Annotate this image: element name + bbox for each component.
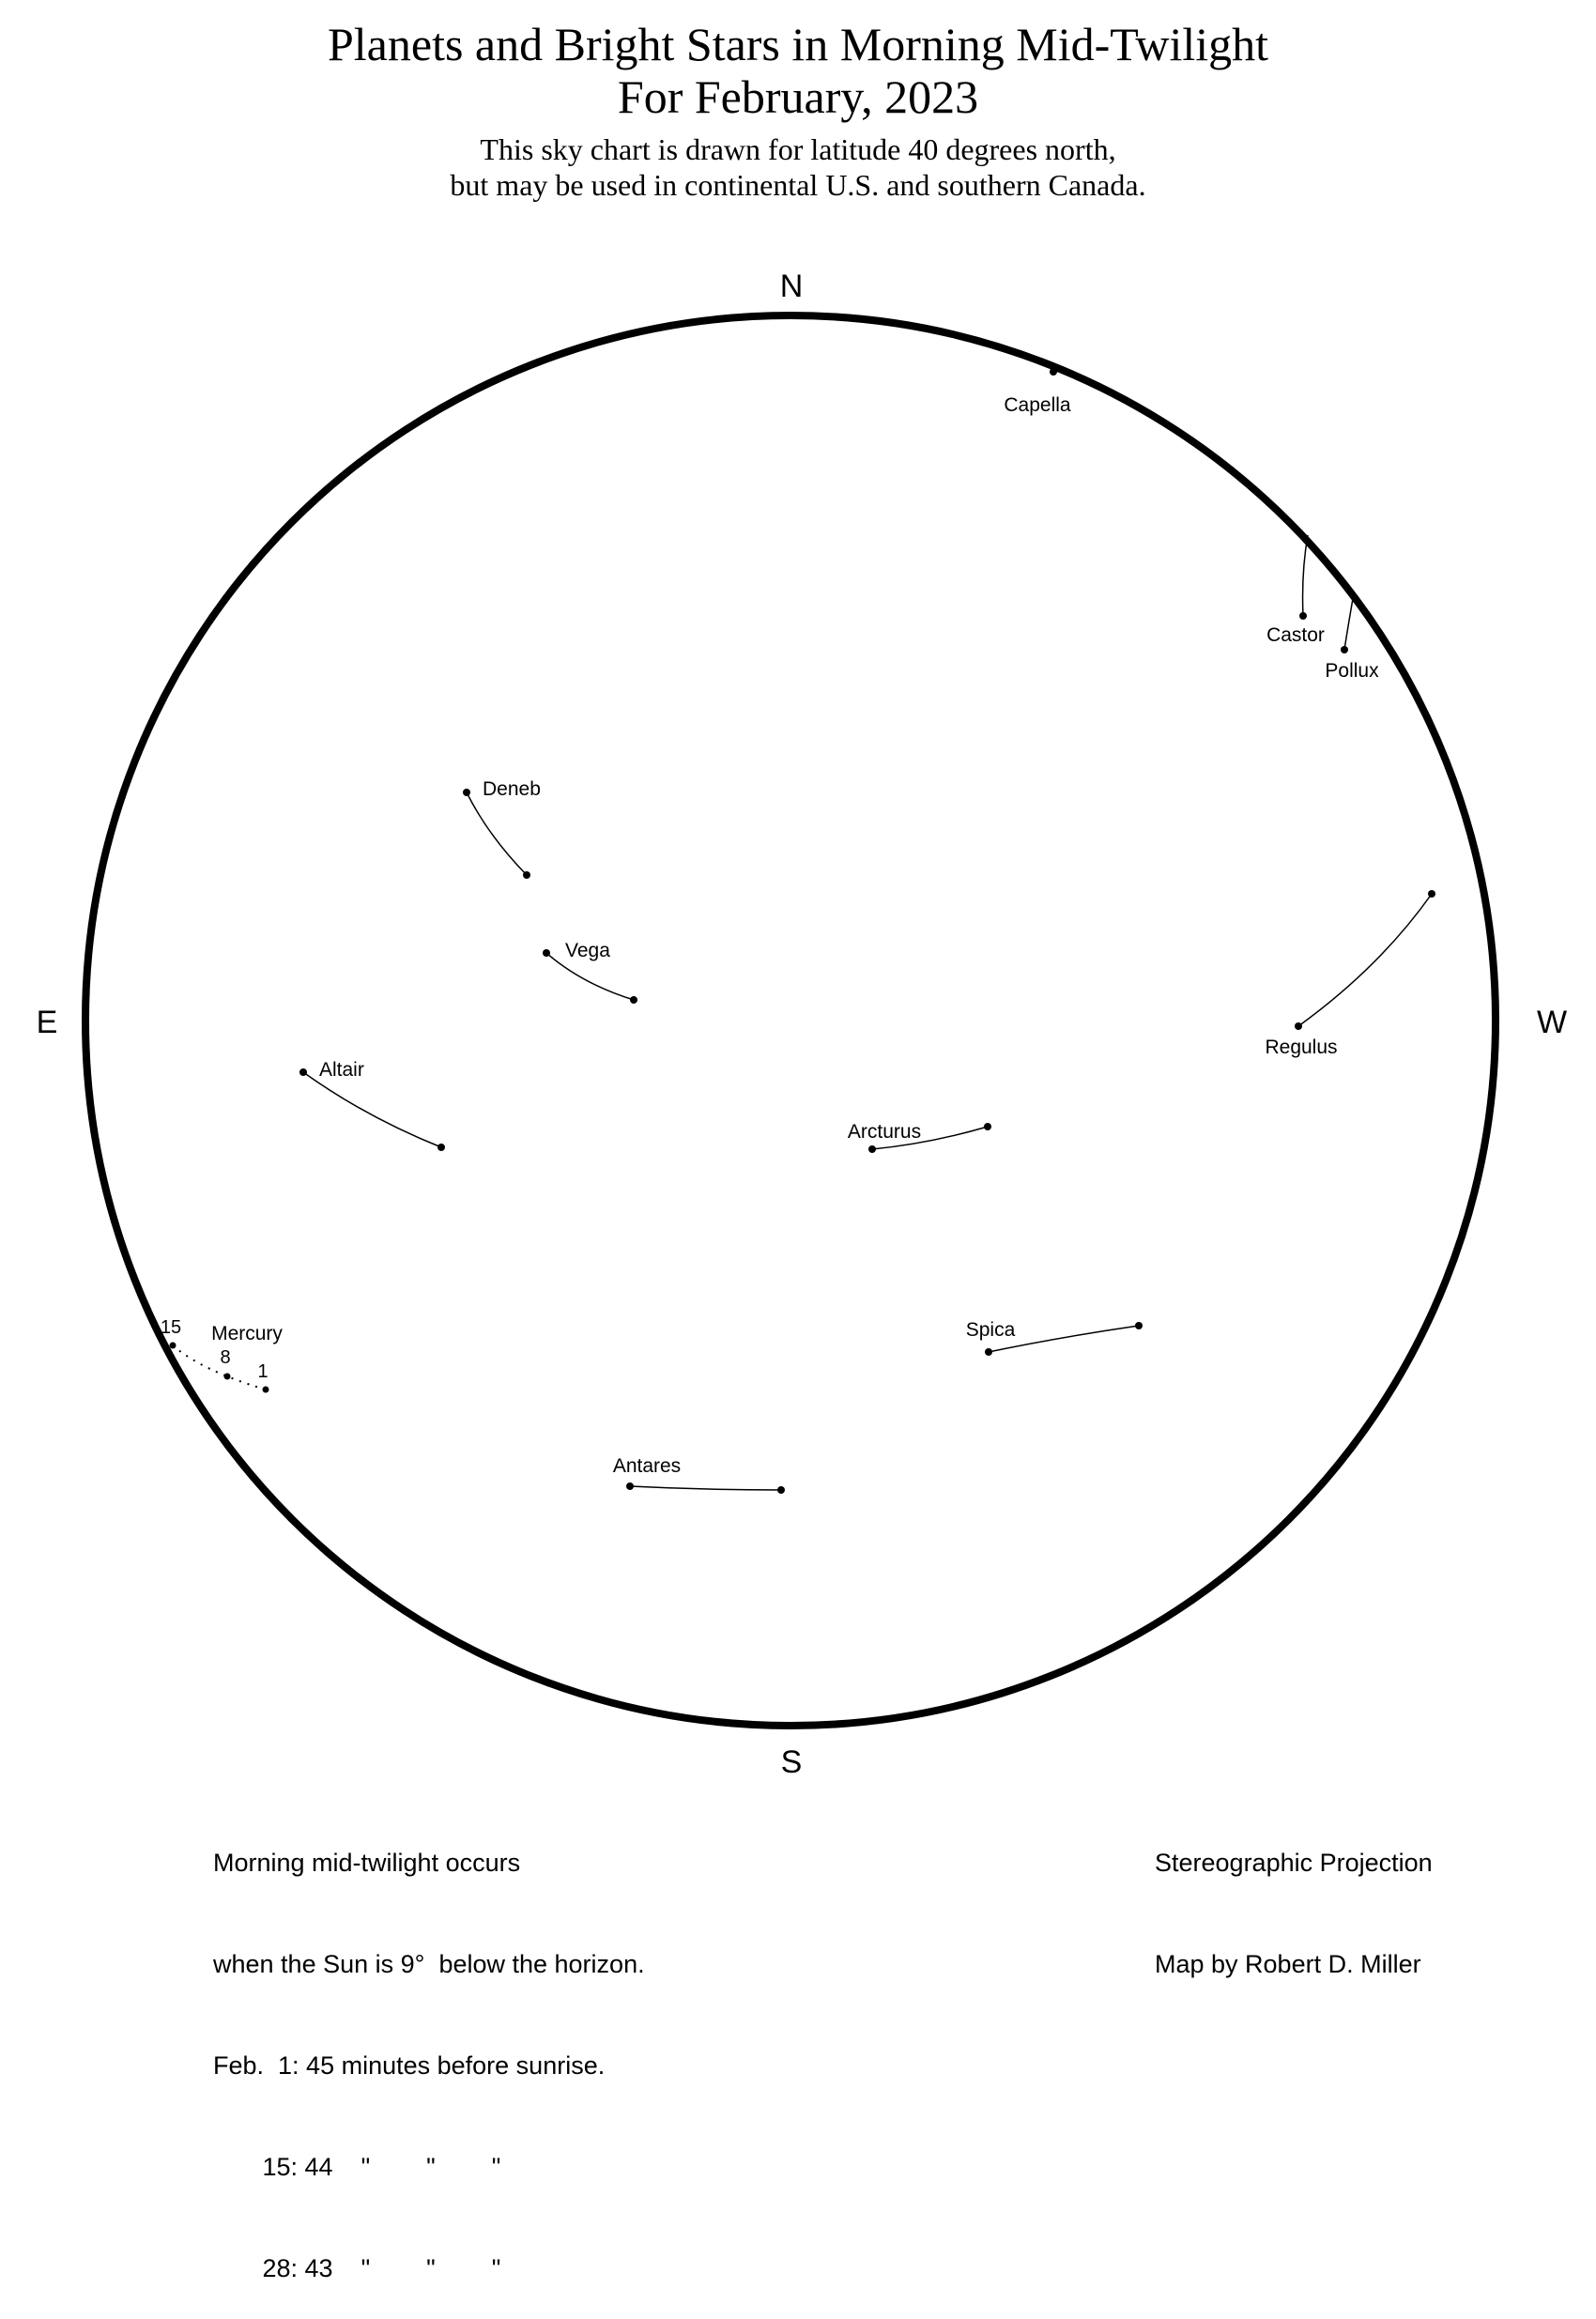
star-deneb-dot [463, 789, 470, 796]
chart-title-month: For February, 2023 [617, 70, 979, 123]
planet-mercury-date-15: 15 [160, 1317, 182, 1338]
map-credit: Map by Robert D. Miller [1155, 1950, 1421, 1978]
twilight-note-line: 15: 44 " " " [213, 2153, 501, 2181]
star-altair-dot [299, 1068, 307, 1076]
star-spica-dot [985, 1348, 992, 1356]
twilight-note [213, 1778, 645, 2319]
star-deneb-end-dot [523, 871, 530, 879]
star-capella-label: Capella [1004, 394, 1071, 416]
star-pollux-label: Pollux [1325, 660, 1379, 682]
star-spica-end-dot [1135, 1322, 1143, 1329]
star-antares-label: Antares [612, 1455, 682, 1477]
planet-mercury-dot-8 [224, 1374, 231, 1380]
star-capella [1004, 368, 1071, 416]
planet-mercury-dot-1 [263, 1387, 269, 1393]
star-antares [613, 1455, 785, 1494]
south-label: S [780, 1744, 803, 1780]
star-pollux [1325, 593, 1379, 682]
planet-mercury-label: Mercury [211, 1323, 283, 1344]
star-deneb-label: Deneb [483, 778, 541, 800]
star-pollux-track [1344, 593, 1354, 650]
star-deneb-track [467, 792, 527, 875]
twilight-note-line: 28: 43 " " " [213, 2254, 501, 2282]
star-regulus-dot [1295, 1022, 1302, 1030]
star-regulus [1265, 890, 1435, 1058]
star-spica [966, 1319, 1143, 1356]
star-castor-track [1303, 535, 1308, 616]
star-antares-track [630, 1486, 781, 1490]
planet-mercury-date-8: 8 [220, 1347, 231, 1368]
star-castor-dot [1299, 612, 1307, 620]
twilight-note-line: Morning mid-twilight occurs [213, 1849, 521, 1877]
planet-mercury-dot-15 [170, 1343, 176, 1349]
projection-note [1155, 1778, 1433, 2015]
star-capella-dot [1050, 368, 1057, 376]
star-vega-end-dot [630, 996, 637, 1004]
star-regulus-track [1298, 894, 1432, 1026]
star-antares-end-dot [777, 1486, 785, 1494]
twilight-note-line: Feb. 1: 45 minutes before sunrise. [213, 2051, 606, 2080]
twilight-note-line: when the Sun is 9° below the horizon. [213, 1950, 645, 1978]
star-spica-label: Spica [965, 1319, 1016, 1341]
star-vega-dot [543, 949, 550, 957]
star-regulus-label: Regulus [1265, 1037, 1338, 1058]
star-antares-dot [626, 1482, 634, 1490]
star-regulus-end-dot [1428, 890, 1435, 898]
east-label: E [36, 1005, 58, 1040]
north-label: N [779, 269, 804, 304]
star-arcturus [848, 1121, 991, 1153]
planet-mercury-date-1: 1 [257, 1361, 269, 1382]
star-altair-label: Altair [319, 1059, 364, 1081]
star-castor-label: Castor [1266, 624, 1325, 646]
horizon-circle [85, 315, 1496, 1726]
chart-title: Planets and Bright Stars in Morning Mid-Twilight [327, 18, 1269, 70]
star-arcturus-dot [868, 1145, 876, 1153]
star-altair-track [303, 1072, 441, 1147]
star-altair-end-dot [437, 1144, 445, 1151]
star-arcturus-end-dot [984, 1123, 991, 1130]
star-vega [543, 940, 637, 1004]
star-arcturus-label: Arcturus [847, 1121, 922, 1143]
star-altair [299, 1059, 445, 1151]
west-label: W [1536, 1005, 1568, 1040]
chart-subtitle-line-2: but may be used in continental U.S. and southern Canada. [450, 168, 1146, 202]
star-vega-label: Vega [565, 940, 610, 961]
projection-label: Stereographic Projection [1155, 1849, 1433, 1877]
star-deneb [463, 778, 541, 879]
planet-mercury [161, 1317, 284, 1393]
star-pollux-dot [1341, 646, 1348, 653]
chart-subtitle-line-1: This sky chart is drawn for latitude 40 degrees north, [480, 132, 1116, 166]
